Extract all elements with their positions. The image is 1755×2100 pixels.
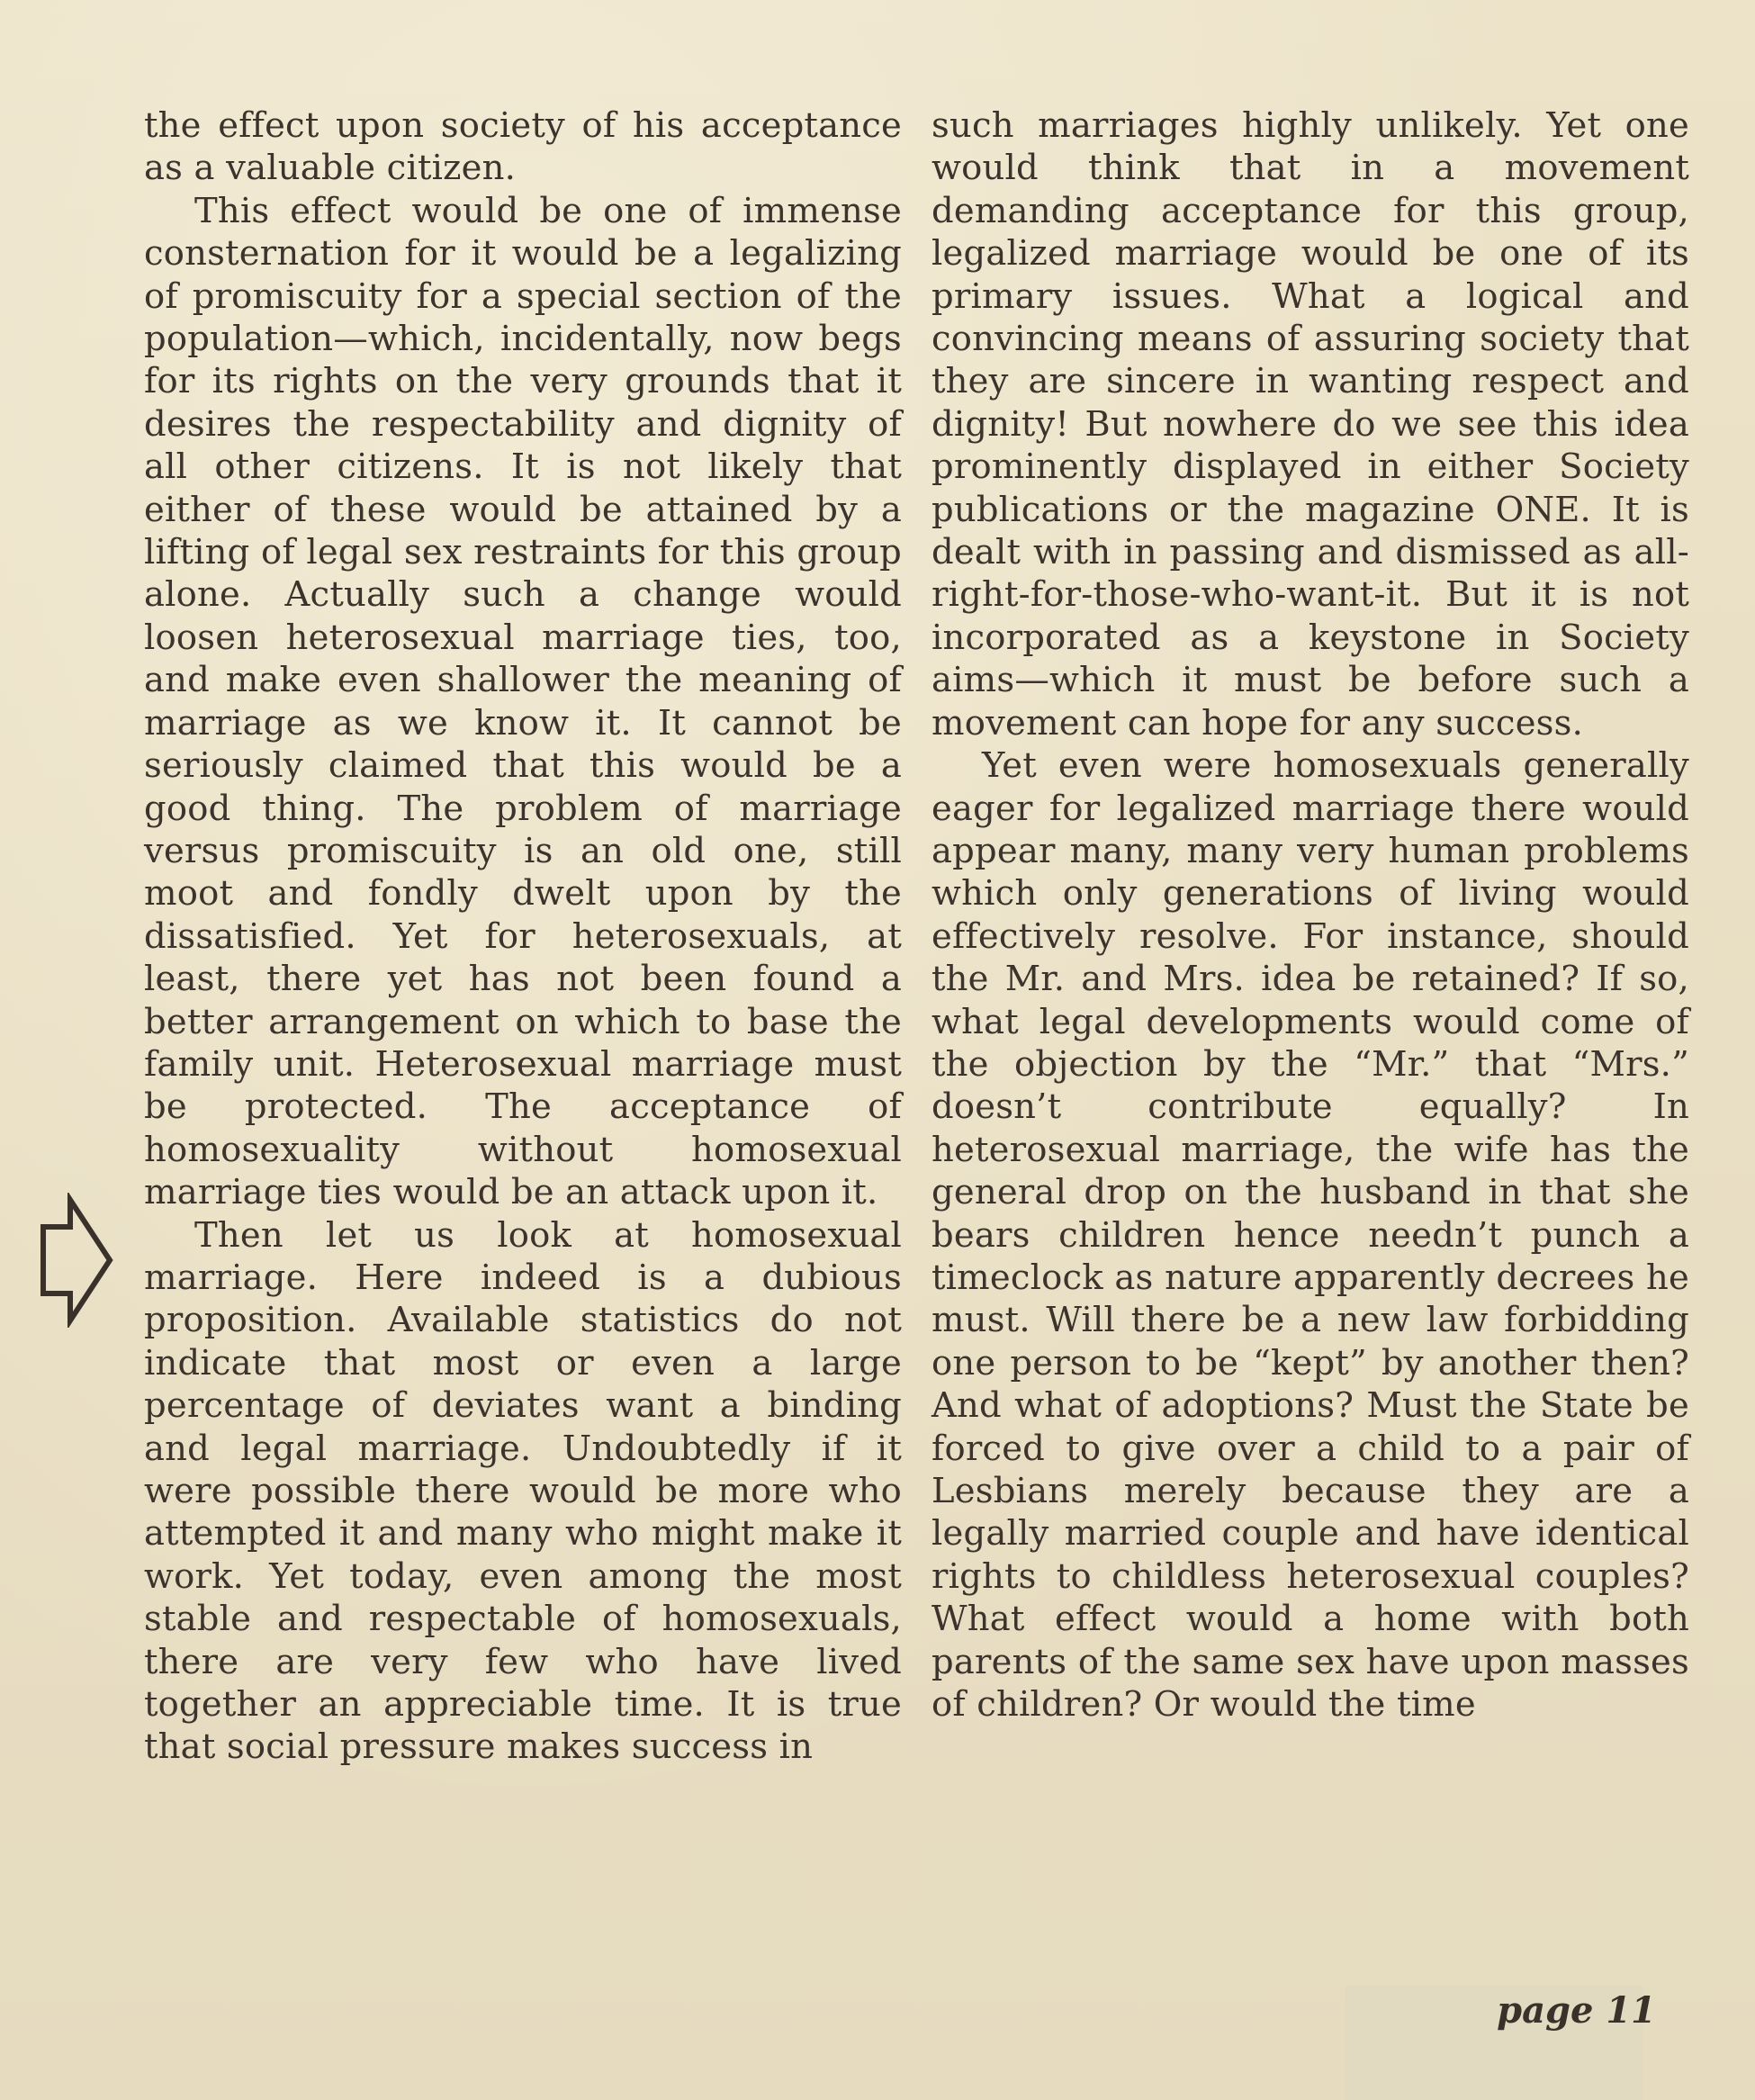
- left-paragraph-1: the effect upon society of his acceptance as a valuable citizen.: [144, 105, 902, 189]
- left-paragraph-2: This effect would be one of immense consternation for it would be a legalizing of promiscuity for a special section of the population—which, incidentally, now begs for its rights on the very grounds that it desires the respectability and dignity of all other citizens. It is not likely that either of these would be attained by a lifting of legal sex restraints for this group alone. Actually such a change would loosen heterosexual marriage ties, too, and make even shallower the meaning of marriage as we know it. It cannot be seriously claimed that this would be a good thing. The problem of marriage versus promiscuity is an old one, still moot and fondly dwelt upon by the dissatisfied. Yet for heterosexuals, at least, there yet has not been found a better arrangement on which to base the family unit. Heterosexual marriage must be protected. The acceptance of homosexuality without homosexual marriage ties would be an attack upon it.: [144, 190, 902, 1213]
- page-number: page 11: [1497, 1989, 1656, 2032]
- left-paragraph-3: Then let us look at homosexual marriage. Here indeed is a dubious proposition. Available statistics do not indicate that most or even a large percentage of deviates want a binding and legal marriage. Undoubtedly if it were possible there would be more who attempted it and many who might make it work. Yet today, even among the most stable and respectable of homosexuals, there are very few who have lived together an appreciable time. It is true that social pressure makes success in: [144, 1214, 902, 1768]
- right-paragraph-2: Yet even were homosexuals generally eager for legalized marriage there would appear many, many very human problems which only generations of living would effectively resolve. For instance, should the Mr. and Mrs. idea be retained? If so, what legal developments would come of the objection by the “Mr.” that “Mrs.” doesn’t contribute equally? In heterosexual marriage, the wife has the general drop on the husband in that she bears children hence needn’t punch a timeclock as nature apparently decrees he must. Will there be a new law forbidding one person to be “kept” by another then? And what of adoptions? Must the State be forced to give over a child to a pair of Lesbians merely because they are a legally married couple and have identical rights to childless heterosexual couples? What effect would a home with both parents of the same sex have upon masses of children? Or would the time: [932, 745, 1689, 1726]
- right-paragraph-1: such marriages highly unlikely. Yet one would think that in a movement demanding acceptance for this group, legalized marriage would be one of its primary issues. What a logical and convincing means of assuring society that they are sincere in wanting respect and dignity! But nowhere do we see this idea prominently displayed in either Society publications or the magazine ONE. It is dealt with in passing and dismissed as all-right-for-those-who-want-it. But it is not incorporated as a keystone in Society aims—which it must be before such a movement can hope for any success.: [932, 105, 1689, 744]
- right-arrow-icon: [34, 1193, 115, 1328]
- right-text-column: [932, 104, 1689, 1726]
- left-text-column: [144, 104, 902, 1769]
